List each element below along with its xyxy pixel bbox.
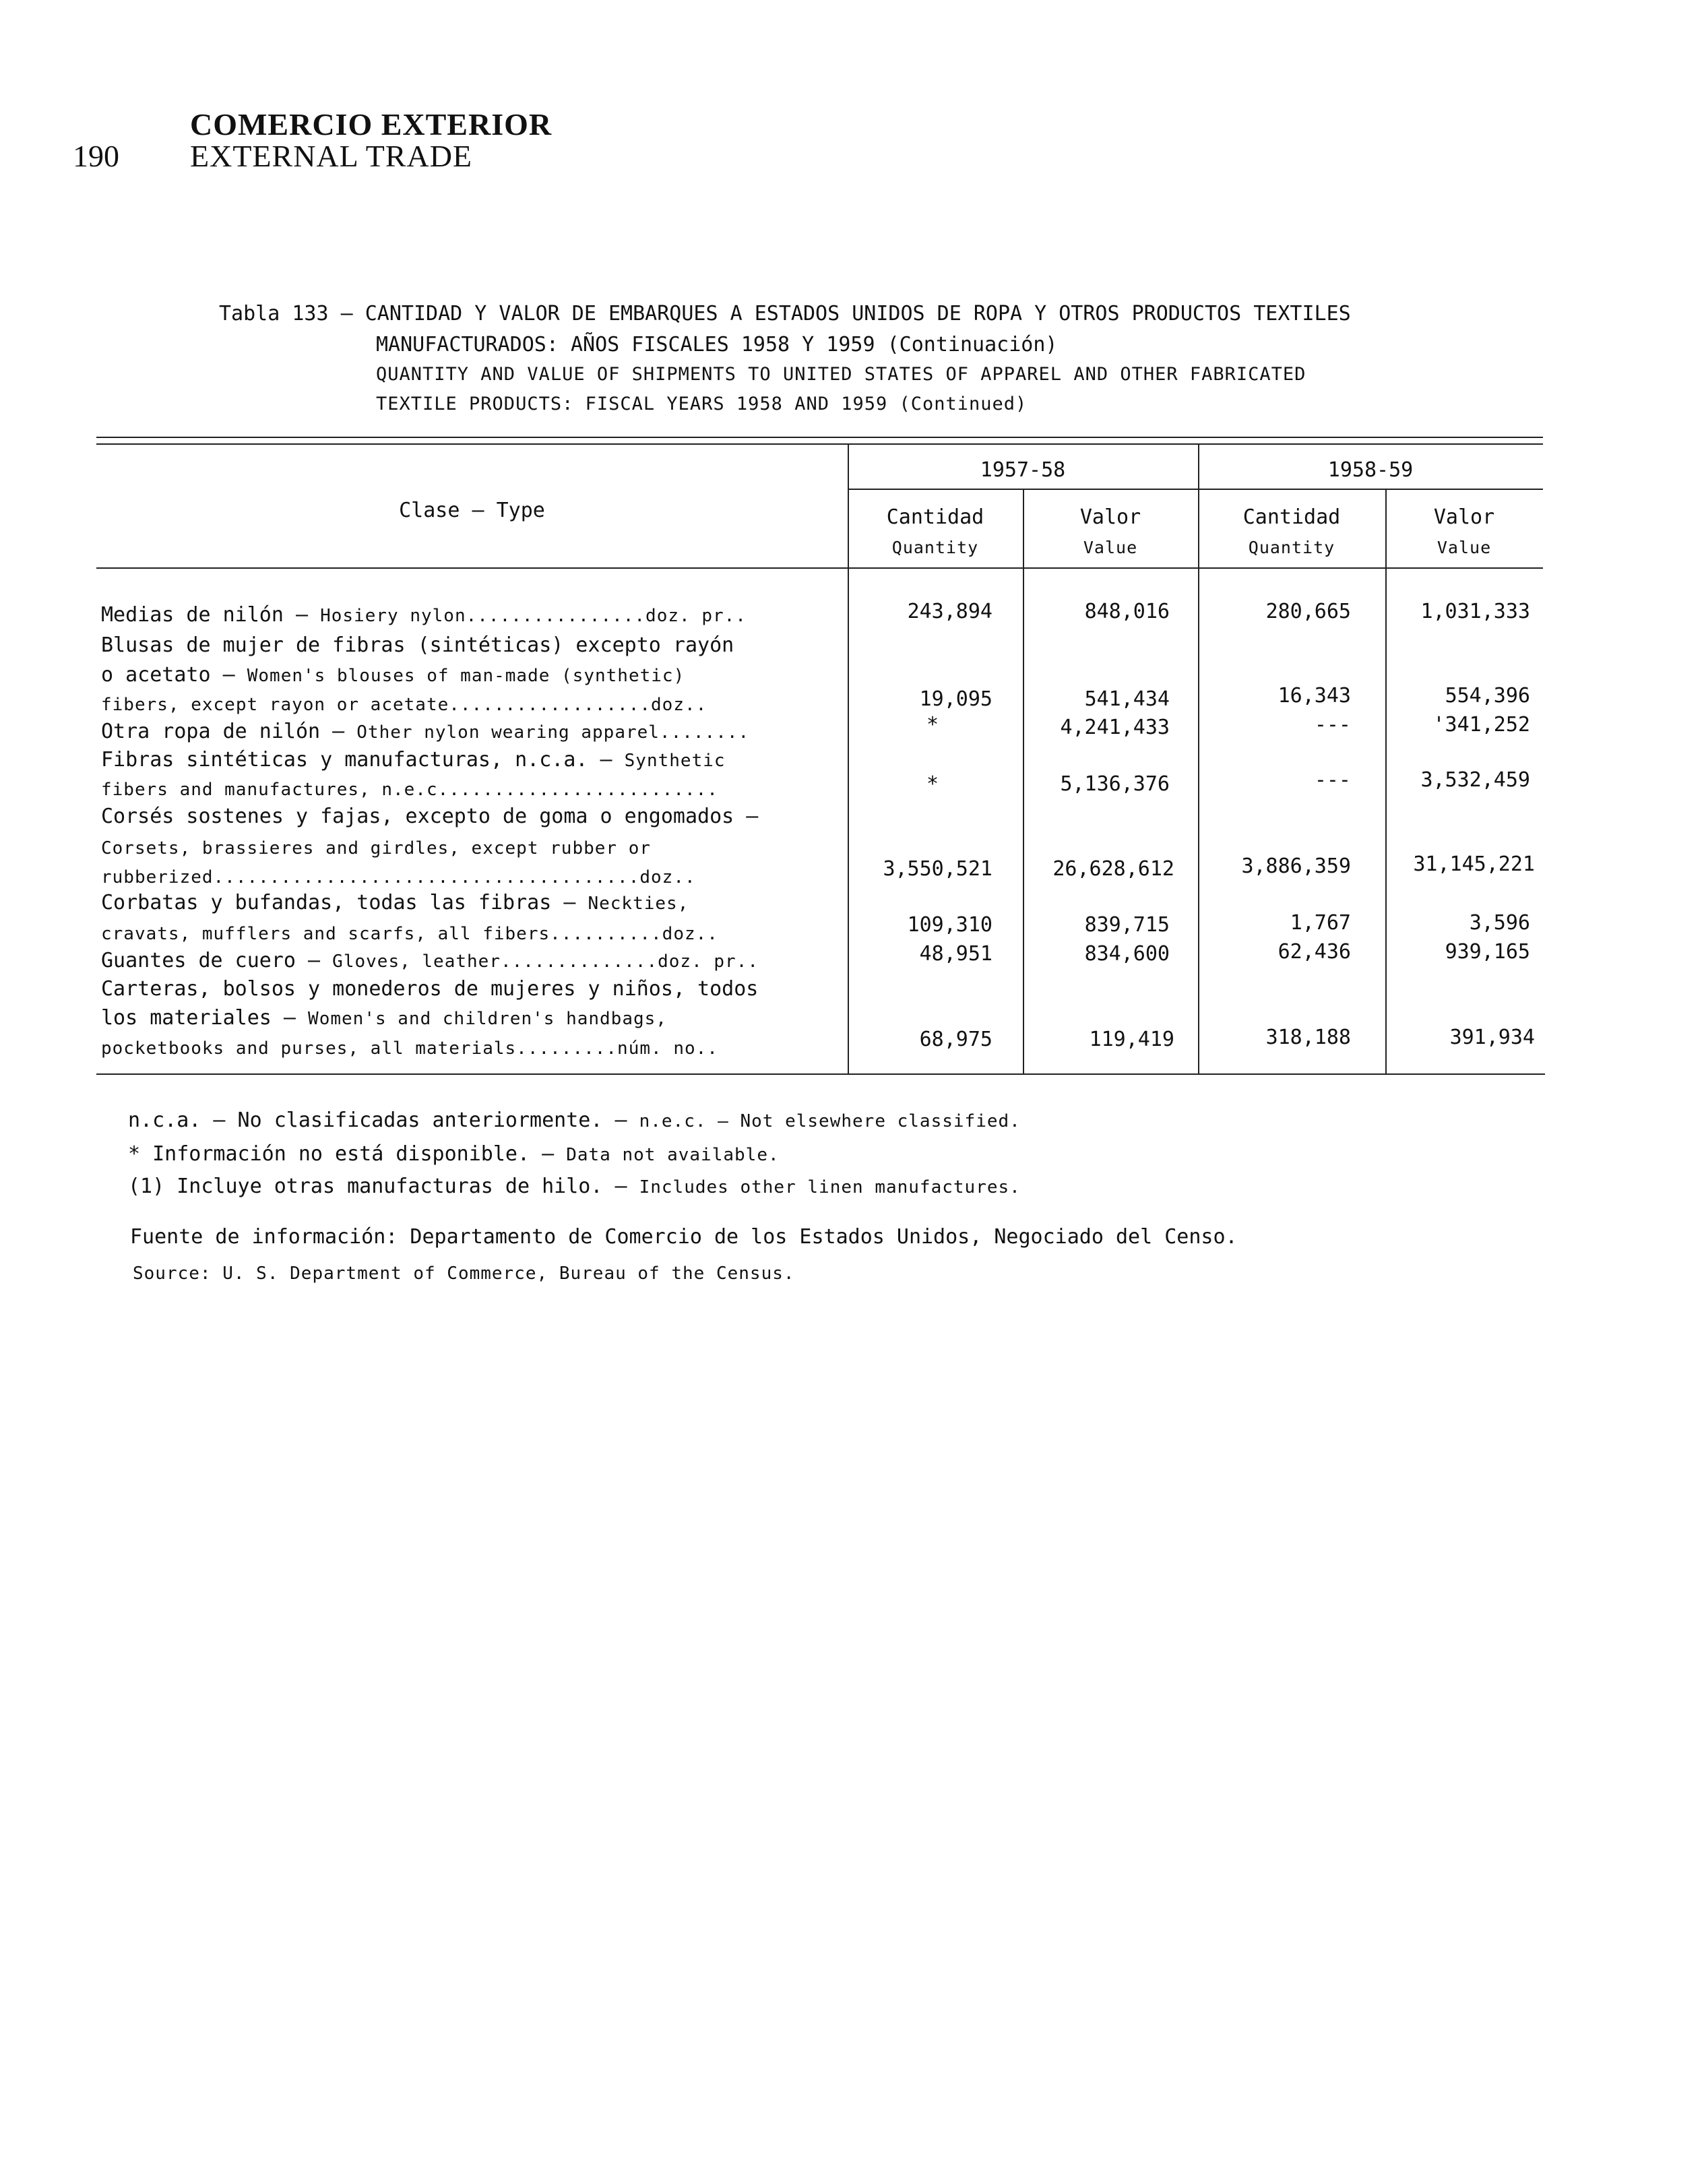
col-quantity-2: Quantity [1248,538,1335,557]
header-bottom-rule [96,567,1543,569]
col-value-2: Value [1437,538,1492,557]
table-caption-line-3: QUANTITY AND VALUE OF SHIPMENTS TO UNITED STATES OF APPAREL AND OTHER FABRICATED [376,364,1306,385]
row-7-valor-1958: 119,419 [1089,1028,1174,1051]
table-top-rule-1 [96,437,1543,438]
footnote-linen: (1) Incluye otras manufacturas de hilo. – Includes other linen manufactures. [128,1175,1021,1198]
row-5-cantidad-1959: 1,767 [1290,911,1351,935]
row-4-line-2: rubberized......................................doz.. [101,867,696,887]
row-0-cantidad-1958: 243,894 [907,600,992,623]
footnote-not-available: * Información no está disponible. – Data not available. [128,1142,780,1166]
row-1-line-1: o acetato – Women's blouses of man-made (synthetic) [101,663,685,687]
row-4-cantidad-1959: 3,886,359 [1241,854,1351,878]
row-6-cantidad-1958: 48,951 [919,942,992,966]
table-caption-line-4: TEXTILE PRODUCTS: FISCAL YEARS 1958 AND 1959 (Continued) [376,394,1028,414]
source-en: Source: U. S. Department of Commerce, Bureau of the Census. [133,1263,795,1284]
stub-header: Clase – Type [399,499,545,522]
row-2-valor-1958: 4,241,433 [1060,716,1170,739]
row-0-valor-1958: 848,016 [1084,600,1170,623]
row-4-valor-1959: 31,145,221 [1413,852,1535,876]
row-6-line-0: Guantes de cuero – Gloves, leather..............doz. pr.. [101,949,759,972]
row-3-cantidad-1959: --- [1314,768,1351,792]
running-title-en: EXTERNAL TRADE [190,139,473,173]
row-7-line-1: los materiales – Women's and children's handbags, [101,1006,667,1030]
row-1-cantidad-1959: 16,343 [1278,684,1351,708]
col-quantity-1: Quantity [891,538,979,557]
col-value-1: Value [1083,538,1138,557]
row-2-cantidad-1959: --- [1314,713,1351,737]
row-7-valor-1959: 391,934 [1449,1026,1535,1049]
period-1958-59: 1958-59 [1327,458,1414,482]
running-title-es: COMERCIO EXTERIOR [190,107,553,142]
row-0-valor-1959: 1,031,333 [1420,600,1530,623]
row-2-valor-1959: '341,252 [1432,713,1530,737]
row-1-valor-1958: 541,434 [1084,687,1170,711]
col-cantidad-2: Cantidad [1242,505,1341,529]
row-5-valor-1958: 839,715 [1084,913,1170,937]
row-3-valor-1959: 3,532,459 [1420,768,1530,792]
row-6-valor-1959: 939,165 [1445,940,1530,964]
row-0-line-0: Medias de nilón – Hosiery nylon................doz. pr.. [101,603,747,627]
row-1-cantidad-1958: 19,095 [919,687,992,711]
row-7-cantidad-1958: 68,975 [919,1028,992,1051]
row-0-cantidad-1959: 280,665 [1265,600,1351,623]
row-2-line-0: Otra ropa de nilón – Other nylon wearing apparel........ [101,720,750,743]
row-4-line-0: Corsés sostenes y fajas, excepto de goma o engomados – [101,805,759,828]
row-6-valor-1958: 834,600 [1084,942,1170,966]
row-3-cantidad-1958: * [926,772,939,796]
row-1-line-0: Blusas de mujer de fibras (sintéticas) excepto rayón [101,633,734,657]
row-7-cantidad-1959: 318,188 [1265,1026,1351,1049]
table-top-rule-2 [96,443,1543,445]
table-caption-line-2: MANUFACTURADOS: AÑOS FISCALES 1958 Y 1959 (Continuación) [376,333,1058,356]
row-4-line-1: Corsets, brassieres and girdles, except rubber or [101,838,652,859]
row-5-line-0: Corbatas y bufandas, todas las fibras – Neckties, [101,891,689,914]
row-3-line-0: Fibras sintéticas y manufacturas, n.c.a. – Synthetic [101,748,726,772]
row-7-line-0: Carteras, bolsos y monederos de mujeres y niños, todos [101,977,759,1001]
row-1-valor-1959: 554,396 [1445,684,1530,708]
row-1-line-2: fibers, except rayon or acetate..................doz.. [101,695,707,715]
source-es: Fuente de información: Departamento de Comercio de los Estados Unidos, Negociado del Censo. [130,1225,1238,1249]
col-valor-2: Valor [1433,505,1495,529]
row-6-cantidad-1959: 62,436 [1278,940,1351,964]
row-7-line-2: pocketbooks and purses, all materials.........núm. no.. [101,1038,718,1059]
col-cantidad-1: Cantidad [886,505,984,529]
col-valor-1: Valor [1079,505,1141,529]
row-5-cantidad-1958: 109,310 [907,913,992,937]
table-caption-line-1: Tabla 133 – CANTIDAD Y VALOR DE EMBARQUES A ESTADOS UNIDOS DE ROPA Y OTROS PRODUCTOS TEXTILES [219,302,1351,325]
period-rule [848,489,1543,490]
row-5-line-1: cravats, mufflers and scarfs, all fibers..........doz.. [101,924,718,944]
period-1957-58: 1957-58 [980,458,1066,482]
table-bottom-rule [96,1073,1545,1075]
row-3-valor-1958: 5,136,376 [1060,772,1170,796]
row-2-cantidad-1958: * [926,713,939,737]
footnote-nca: n.c.a. – No clasificadas anteriormente. – n.e.c. – Not elsewhere classified. [128,1109,1021,1132]
row-5-valor-1959: 3,596 [1469,911,1530,935]
page-number: 190 [73,139,119,173]
row-3-line-1: fibers and manufactures, n.e.c......................... [101,780,718,800]
row-4-valor-1958: 26,628,612 [1052,857,1174,881]
row-4-cantidad-1958: 3,550,521 [883,857,992,881]
